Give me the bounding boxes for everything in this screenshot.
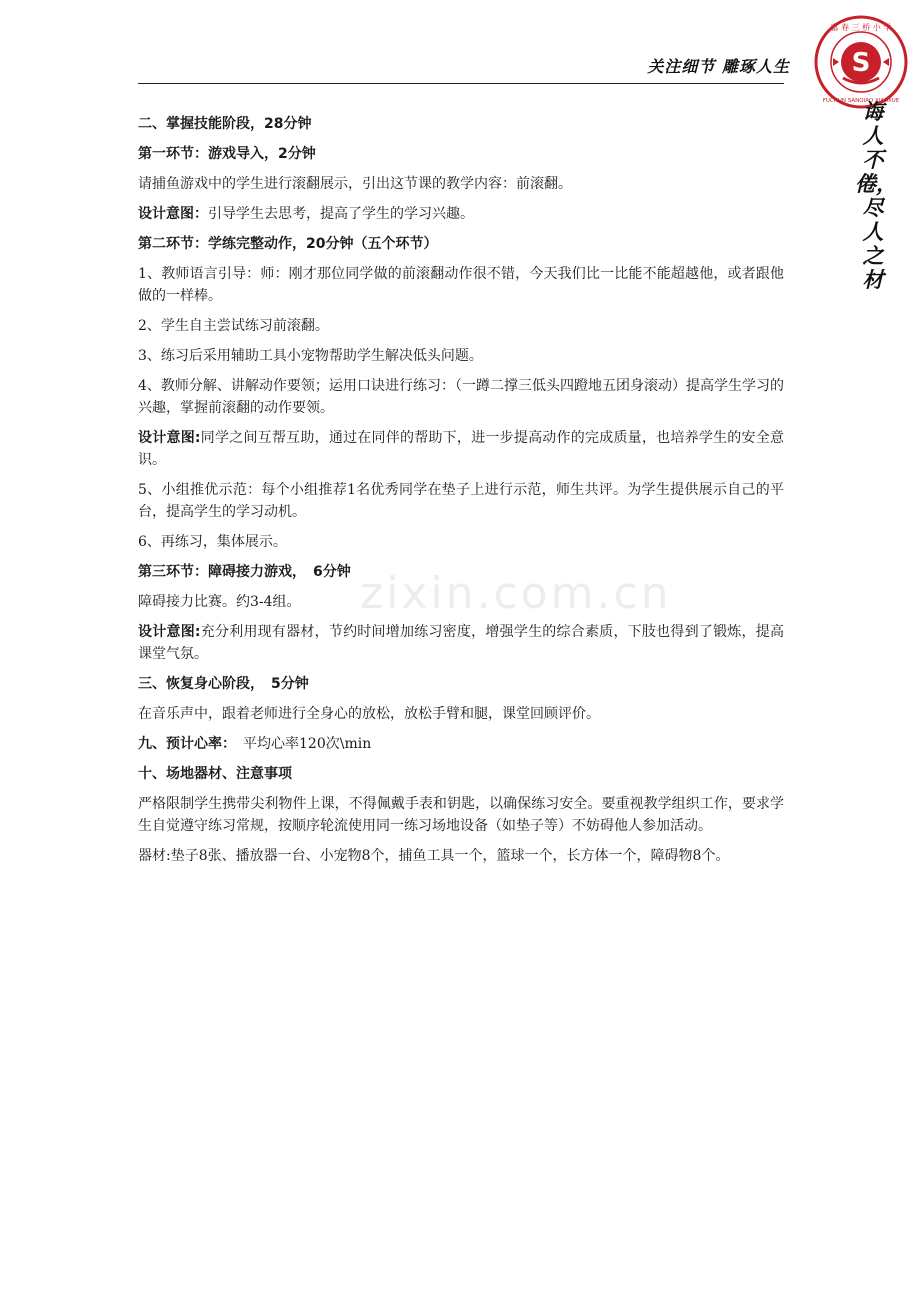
design-intent (138, 621, 784, 665)
heart-rate-label: 九、预计心率： (138, 736, 229, 752)
design-intent (138, 427, 784, 471)
section-heading: 二、掌握技能阶段，28分钟 (138, 116, 312, 132)
section-heading: 十、场地器材、注意事项 (138, 766, 292, 782)
list-item: 3、练习后采用辅助工具小宠物帮助学生解决低头问题。 (138, 348, 483, 364)
header-divider (138, 83, 784, 84)
svg-text:S: S (851, 48, 871, 78)
watermark: zixin.com.cn (360, 568, 672, 619)
section-heading: 三、恢复身心阶段， 5分钟 (138, 676, 309, 692)
list-item: 6、再练习，集体展示。 (138, 534, 287, 550)
list-item: 5、小组推优示范：每个小组推荐1名优秀同学在垫子上进行示范，师生共评。为学生提供展示自己的平台，提高学生的学习动机。 (138, 482, 784, 520)
heart-rate-line (138, 733, 784, 755)
equipment-label: 器材: (138, 848, 171, 864)
intent-label: 设计意图: (138, 430, 201, 446)
document-body (138, 113, 784, 875)
heart-rate-value: 平均心率120次\min (229, 736, 372, 752)
list-item: 4、教师分解、讲解动作要领；运用口诀进行练习：（一蹲二撑三低头四蹬地五团身滚动）提高学生学习的兴趣，掌握前滚翻的动作要领。 (138, 378, 784, 416)
list-item: 2、学生自主尝试练习前滚翻。 (138, 318, 329, 334)
side-motto: 诲人不倦，尽人之材 (855, 100, 897, 292)
intent-label: 设计意图: (138, 624, 201, 640)
intent-text: 引导学生去思考，提高了学生的学习兴趣。 (208, 206, 474, 222)
step-heading: 第一环节：游戏导入，2分钟 (138, 146, 316, 162)
school-seal-logo (813, 14, 909, 110)
intent-text: 充分利用现有器材，节约时间增加练习密度，增强学生的综合素质，下肢也得到了锻炼，提高课堂气氛。 (138, 624, 784, 662)
svg-text:FUCHUN SANQIAO XIAOXUE: FUCHUN SANQIAO XIAOXUE (822, 98, 900, 104)
design-intent (138, 203, 784, 225)
paragraph: 障碍接力比赛。约3-4组。 (138, 594, 301, 610)
equipment-line (138, 845, 784, 867)
intent-label: 设计意图： (138, 206, 208, 222)
list-item: 1、教师语言引导：师：刚才那位同学做的前滚翻动作很不错，今天我们比一比能不能超越他，或者跟他做的一样棒。 (138, 266, 784, 304)
step-heading: 第二环节：学练完整动作，20分钟（五个环节） (138, 236, 438, 252)
paragraph: 请捕鱼游戏中的学生进行滚翻展示，引出这节课的教学内容：前滚翻。 (138, 176, 572, 192)
intent-text: 同学之间互帮互助，通过在同伴的帮助下，进一步提高动作的完成质量，也培养学生的安全意识。 (138, 430, 784, 468)
svg-text:富 春 三 桥 小 学: 富 春 三 桥 小 学 (830, 23, 892, 32)
header-motto: 关注细节 雕琢人生 (647, 57, 790, 76)
paragraph: 在音乐声中，跟着老师进行全身心的放松，放松手臂和腿，课堂回顾评价。 (138, 706, 600, 722)
equipment-text: 垫子8张、播放器一台、小宠物8个，捕鱼工具一个，篮球一个，长方体一个，障碍物8个。 (170, 848, 730, 864)
step-heading: 第三环节：障碍接力游戏， 6分钟 (138, 564, 351, 580)
paragraph: 严格限制学生携带尖利物件上课，不得佩戴手表和钥匙，以确保练习安全。要重视教学组织工作，要求学生自觉遵守练习常规，按顺序轮流使用同一练习场地设备（如垫子等）不妨碍他人参加活动。 (138, 796, 784, 834)
